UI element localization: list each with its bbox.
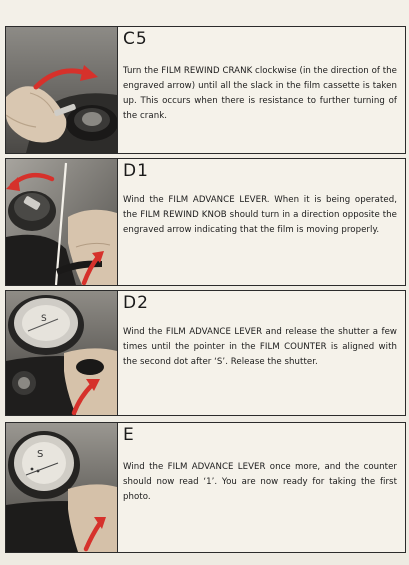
advance-lever-photo	[6, 159, 117, 285]
step-c5	[5, 26, 406, 154]
step-label: C5	[123, 29, 148, 49]
step-label: D2	[123, 293, 149, 313]
rewind-crank-photo	[6, 27, 117, 153]
svg-text:S: S	[37, 449, 44, 460]
step-instruction: Wind the FILM ADVANCE LEVER. When it is being operated, the FILM REWIND KNOB should turn in a direction opposite the engraved arrow indicating that the film is moving properly.	[123, 195, 397, 235]
step-photo-rewind-crank	[6, 27, 118, 153]
step-photo-counter-ready	[6, 423, 118, 552]
step-label: E	[123, 425, 135, 445]
step-instruction: Turn the FILM REWIND CRANK clockwise (in the direction of the engraved arrow) until all the slack in the film cassette is taken up. This occurs when there is resistance to further turning of the crank.	[123, 66, 398, 121]
step-e	[5, 422, 406, 553]
film-counter-photo	[6, 291, 117, 415]
step-d1	[5, 158, 406, 286]
svg-text:S: S	[41, 314, 47, 324]
step-instruction: Wind the FILM ADVANCE LEVER once more, and the counter should now read ‘1’. You are now ready for taking the first photo.	[123, 462, 397, 502]
step-photo-film-counter	[6, 291, 118, 415]
step-d2	[5, 290, 406, 416]
step-instruction: Wind the FILM ADVANCE LEVER and release the shutter a few times until the pointer in the FILM COUNTER is aligned with the second dot after ‘S’. Release the shutter.	[123, 327, 397, 367]
step-label: D1	[123, 161, 149, 181]
counter-ready-photo	[6, 423, 117, 552]
step-photo-advance-lever	[6, 159, 118, 285]
